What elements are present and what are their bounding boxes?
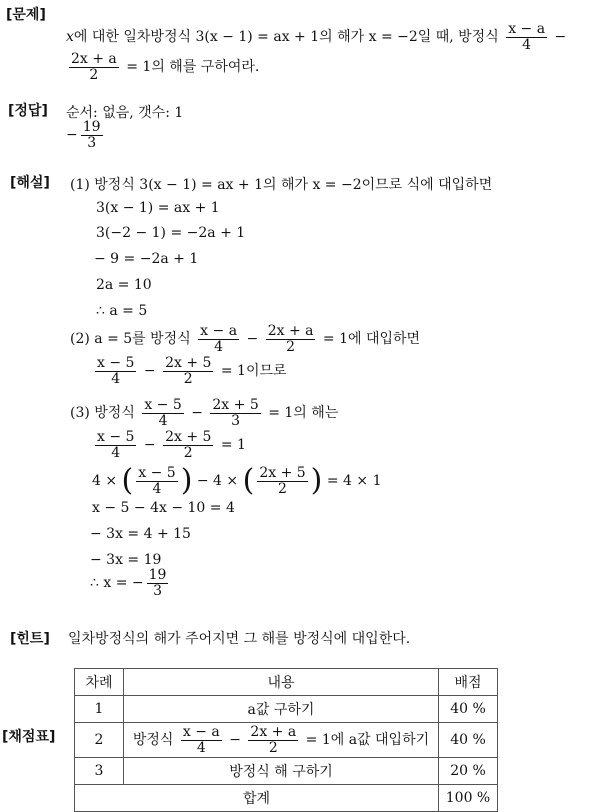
solution-step-1-line: ∴ a = 5 bbox=[96, 303, 148, 319]
solution-step-1-line: − 9 = −2a + 1 bbox=[94, 251, 199, 267]
fraction: $\frac{x - 5}{4}$ bbox=[97, 429, 135, 461]
fraction: $\frac{2x + 5}{2}$ bbox=[165, 429, 212, 461]
table-cell: 40 % bbox=[439, 696, 498, 723]
solution-step-3-line: − 3x = 19 bbox=[90, 552, 162, 568]
table-row bbox=[75, 696, 498, 723]
table-header: 내용 bbox=[124, 669, 439, 696]
hint-text: 일차방정식의 해가 주어지면 그 해를 방정식에 대입한다. bbox=[68, 631, 411, 647]
answer-value: − $\frac{19}{3}$ bbox=[66, 119, 101, 151]
table-cell: 방정식 해 구하기 bbox=[124, 758, 439, 785]
fraction: $\frac{2x + 5}{3}$ bbox=[212, 397, 259, 429]
table-header: 차례 bbox=[75, 669, 124, 696]
answer-line-1: 순서: 없음, 갯수: 1 bbox=[66, 105, 184, 121]
total-label: 합계 bbox=[75, 785, 439, 812]
fraction: $\frac{x - 5}{4}$ bbox=[97, 355, 135, 387]
problem-line-2: $\frac{2x + a}{2}$ = 1의 해를 구하여라. bbox=[71, 51, 260, 83]
fraction: $\frac{x - a}{4}$ bbox=[200, 323, 238, 355]
solution-final: ∴ x = − $\frac{19}{3}$ bbox=[90, 567, 167, 599]
solution-step-3-line: − 3x = 4 + 15 bbox=[90, 526, 191, 542]
solution-step-1-line: 2a = 10 bbox=[96, 277, 152, 293]
problem-tag: [문제] bbox=[6, 7, 46, 23]
fraction: $\frac{2x + a}{2}$ bbox=[267, 323, 314, 355]
solution-step-2-line: $\frac{x - 5}{4}$ − $\frac{2x + 5}{2}$ = 1이므로 bbox=[97, 355, 287, 387]
solution-step-3-line: x − 5 − 4x − 10 = 4 bbox=[92, 500, 235, 516]
fraction: $\frac{19}{3}$ bbox=[82, 119, 101, 151]
answer-tag: [정답] bbox=[8, 103, 48, 119]
fraction: $\frac{x - 5}{4}$ bbox=[138, 465, 176, 497]
table-cell: a값 구하기 bbox=[124, 696, 439, 723]
fraction: $\frac{x - 5}{4}$ bbox=[144, 397, 182, 429]
hint-tag: [힌트] bbox=[10, 631, 50, 647]
table-cell: 방정식 $\frac{x - a}{4}$ − $\frac{2x + a}{2}$ = 1에 a값 대입하기 bbox=[124, 723, 439, 758]
table-cell: 3 bbox=[75, 758, 124, 785]
table-cell: 20 % bbox=[439, 758, 498, 785]
solution-step-1-line: 3(x − 1) = ax + 1 bbox=[96, 200, 220, 216]
solution-tag: [해설] bbox=[10, 175, 50, 191]
table-cell: 1 bbox=[75, 696, 124, 723]
fraction: $\frac{19}{3}$ bbox=[148, 567, 167, 599]
fraction: $\frac{x - a}{4}$ bbox=[508, 21, 546, 53]
table-cell: 40 % bbox=[439, 723, 498, 758]
fraction: $\frac{2x + a}{2}$ bbox=[250, 723, 297, 756]
table-cell: 2 bbox=[75, 723, 124, 758]
fraction: $\frac{2x + 5}{2}$ bbox=[259, 465, 306, 497]
solution-step-3-title: (3) 방정식 $\frac{x - 5}{4}$ − $\frac{2x + 5}{3}$ = 1의 해는 bbox=[70, 397, 339, 429]
solution-step-2-title: (2) a = 5를 방정식 $\frac{x - a}{4}$ − $\frac{2x + a}{2}$ = 1에 대입하면 bbox=[70, 323, 421, 355]
table-total-row bbox=[75, 785, 498, 812]
solution-step-3-line: $\frac{x - 5}{4}$ − $\frac{2x + 5}{2}$ = 1 bbox=[97, 429, 246, 461]
rubric-table bbox=[74, 668, 498, 812]
solution-step-3-line: 4 × ( $\frac{x - 5}{4}$ ) − 4 × ( $\frac{2x + 5}{2}$ ) = 4 × 1 bbox=[92, 463, 382, 499]
fraction: $\frac{2x + a}{2}$ bbox=[71, 51, 117, 83]
solution-step-1-title: (1) 방정식 3(x − 1) = ax + 1의 해가 x = −2이므로 식에 대입하면 bbox=[70, 177, 493, 193]
solution-step-1-line: 3(−2 − 1) = −2a + 1 bbox=[96, 225, 246, 241]
total-score: 100 % bbox=[439, 785, 498, 812]
rubric-tag: [채점표] bbox=[2, 729, 56, 745]
table-header-row bbox=[75, 669, 498, 696]
table-row bbox=[75, 723, 498, 758]
fraction: $\frac{x - a}{4}$ bbox=[182, 723, 220, 756]
table-row bbox=[75, 758, 498, 785]
table-header: 배점 bbox=[439, 669, 498, 696]
problem-line-1: x에 대한 일차방정식 3(x − 1) = ax + 1의 해가 x = −2일 때, 방정식 $\frac{x - a}{4}$ − bbox=[66, 21, 567, 53]
fraction: $\frac{2x + 5}{2}$ bbox=[165, 355, 212, 387]
